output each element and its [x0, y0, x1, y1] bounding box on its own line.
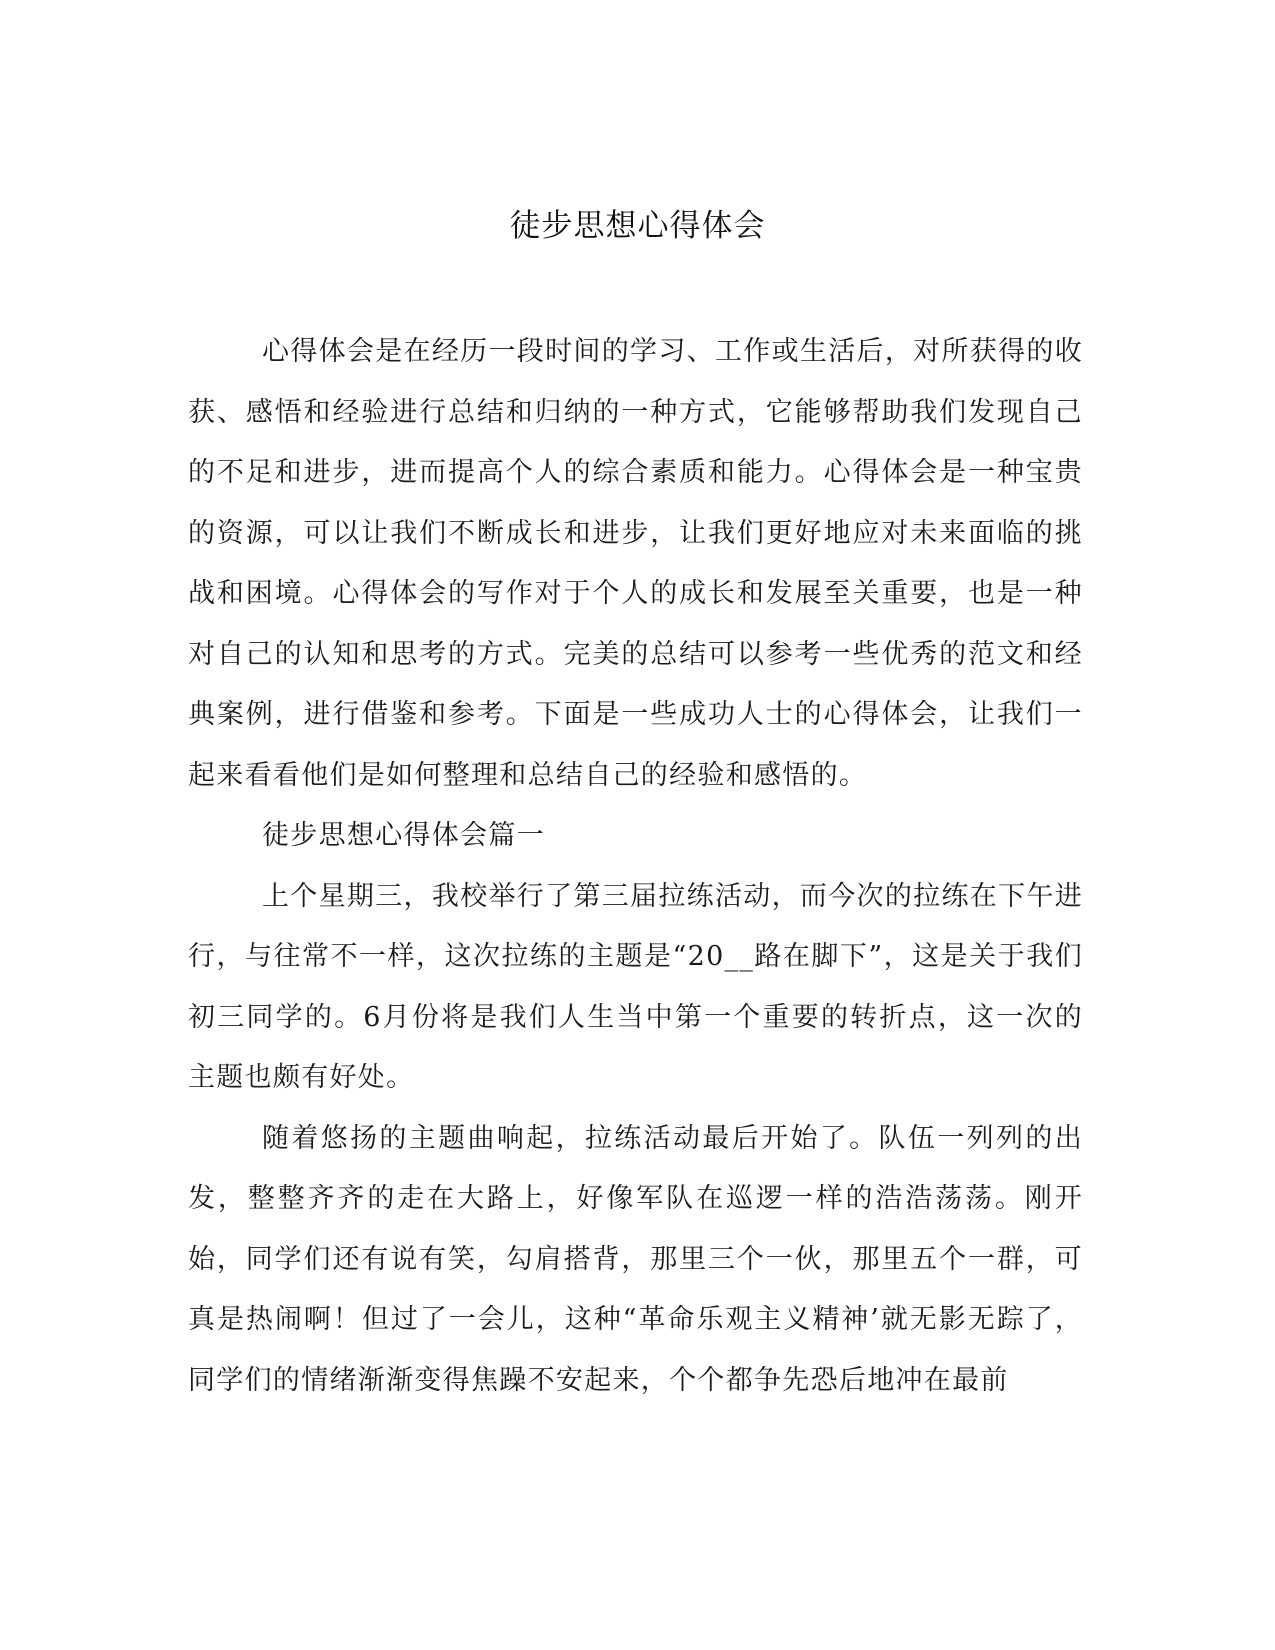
body-paragraph: 上个星期三，我校举行了第三届拉练活动，而今次的拉练在下午进行，与往常不一样，这次拉练的主题是“20__路在脚下”，这是关于我们初三同学的。6月份将是我们人生当中第一个重要的转折点，这一次的主题也颇有好处。: [188, 880, 1083, 1093]
intro-paragraph: 心得体会是在经历一段时间的学习、工作或生活后，对所获得的收获、感悟和经验进行总结和归纳的一种方式，它能够帮助我们发现自己的不足和进步，进而提高个人的综合素质和能力。心得体会是一种宝贵的资源，可以让我们不断成长和进步，让我们更好地应对未来面临的挑战和困境。心得体会的写作对于个人的成长和发展至关重要，也是一种对自己的认知和思考的方式。完美的总结可以参考一些优秀的范文和经典案例，进行借鉴和参考。下面是一些成功人士的心得体会，让我们一起来看看他们是如何整理和总结自己的经验和感悟的。: [188, 336, 1083, 791]
document-title: 徒步思想心得体会: [509, 208, 766, 244]
document-body: [188, 322, 1083, 1411]
section-heading: 徒步思想心得体会篇一: [262, 820, 545, 851]
body-paragraph: 随着悠扬的主题曲响起，拉练活动最后开始了。队伍一列列的出发，整整齐齐的走在大路上，好像军队在巡逻一样的浩浩荡荡。刚开始，同学们还有说有笑，勾肩搭背，那里三个一伙，那里五个一群，可真是热闹啊！但过了一会儿，这种“革命乐观主义精神’就无影无踪了，同学们的情绪渐渐变得焦躁不安起来，个个都争先恐后地冲在最前: [188, 1122, 1083, 1396]
